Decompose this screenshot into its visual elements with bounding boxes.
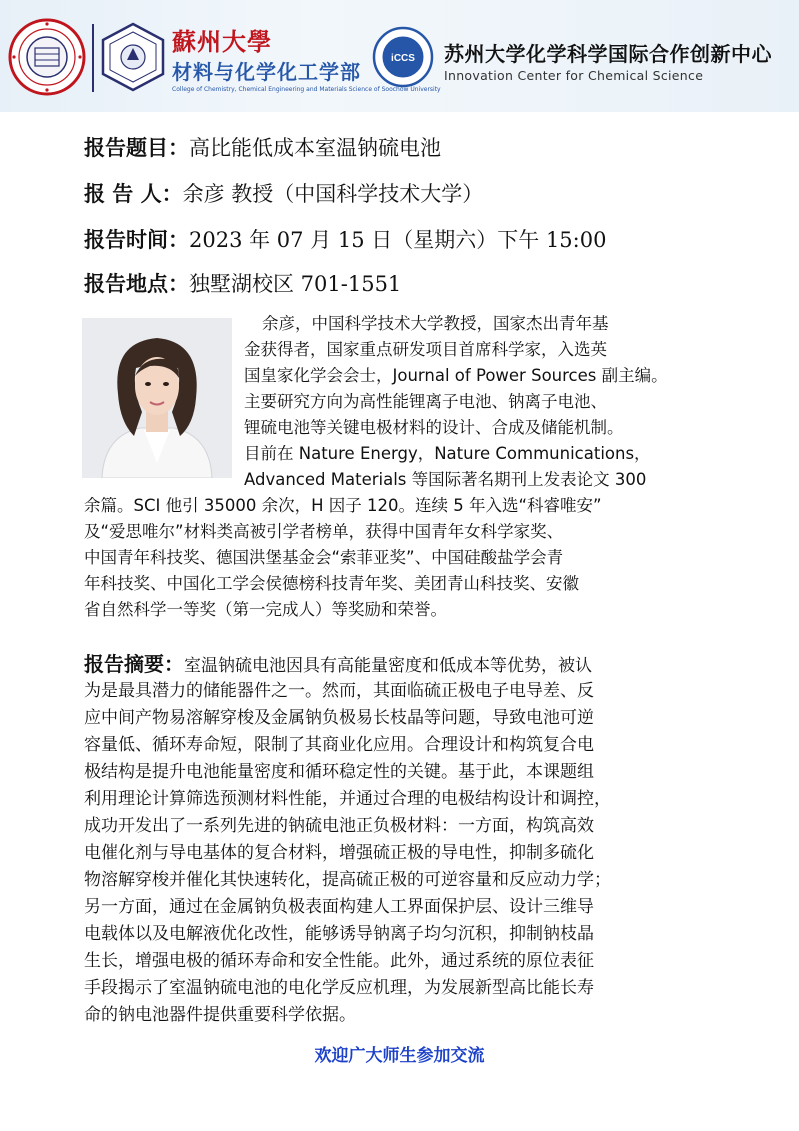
bio-line: 国皇家化学会会士，Journal of Power Sources 副主编。 xyxy=(244,366,668,385)
iccs-logo-text: iCCS xyxy=(391,53,415,64)
abstract-line: 成功开发出了一系列先进的钠硫电池正负极材料：一方面，构筑高效 xyxy=(84,816,594,836)
abstract-line: 为是最具潜力的储能器件之一。然而，其面临硫正极电子电导差、反 xyxy=(84,681,594,701)
place-value: 独墅湖校区 701-1551 xyxy=(189,272,402,296)
center-name-english: Innovation Center for Chemical Science xyxy=(444,68,704,83)
abstract-line: 命的钠电池器件提供重要科学依据。 xyxy=(84,1005,356,1025)
bio-line: 余篇。SCI 他引 35000 余次，H 因子 120。连续 5 年入选“科睿唯安” xyxy=(84,496,602,515)
report-title-row xyxy=(84,132,441,162)
time-value: 2023 年 07 月 15 日（星期六）下午 15:00 xyxy=(189,228,607,252)
welcome-message: 欢迎广大师生参加交流 xyxy=(314,1046,485,1066)
abstract-line: 电载体以及电解液优化改性，能够诱导钠离子均匀沉积，抑制钠枝晶 xyxy=(84,924,594,944)
bio-line: 年科技奖、中国化工学会侯德榜科技青年奖、美团青山科技奖、安徽 xyxy=(84,574,579,593)
speaker-value: 余彦 教授（中国科学技术大学） xyxy=(182,182,484,206)
bio-line: 金获得者，国家重点研发项目首席科学家，入选英 xyxy=(244,340,607,359)
abstract-line: 应中间产物易溶解穿梭及金属钠负极易长枝晶等问题，导致电池可逆 xyxy=(84,708,594,728)
bio-line: 中国青年科技奖、德国洪堡基金会“索菲亚奖”、中国硅酸盐学会青 xyxy=(84,548,564,567)
report-title-label: 报告题目： xyxy=(84,136,189,160)
abstract-line: 物溶解穿梭并催化其快速转化，提高硫正极的可逆容量和反应动力学； xyxy=(84,870,611,890)
speaker-row xyxy=(84,178,483,208)
abstract-line: 室温钠硫电池因具有高能量密度和低成本等优势，被认 xyxy=(184,656,592,676)
department-name-english: College of Chemistry, Chemical Engineering and Materials Science of Soochow University xyxy=(172,86,441,93)
college-seal-logo xyxy=(98,22,168,92)
abstract-line: 容量低、循环寿命短，限制了其商业化应用。合理设计和构筑复合电 xyxy=(84,735,594,755)
bio-line: 主要研究方向为高性能锂离子电池、钠离子电池、 xyxy=(244,392,607,411)
bio-line: 锂硫电池等关键电极材料的设计、合成及储能机制。 xyxy=(244,418,624,437)
abstract-line: 手段揭示了室温钠硫电池的电化学反应机理，为发展新型高比能长寿 xyxy=(84,978,594,998)
abstract-label: 报告摘要： xyxy=(84,652,184,676)
speaker-portrait-photo xyxy=(82,318,232,478)
abstract-line: 极结构是提升电池能量密度和循环稳定性的关键。基于此，本课题组 xyxy=(84,762,594,782)
report-title-value: 高比能低成本室温钠硫电池 xyxy=(189,136,441,160)
abstract-first-line xyxy=(84,648,592,677)
bio-line: 省自然科学一等奖（第一完成人）等奖励和荣誉。 xyxy=(84,600,447,619)
place-row xyxy=(84,268,401,298)
header-separator xyxy=(92,24,94,92)
time-label: 报告时间： xyxy=(84,228,189,252)
abstract-line: 生长，增强电极的循环寿命和安全性能。此外，通过系统的原位表征 xyxy=(84,951,594,971)
department-name: 材料与化学化工学部 xyxy=(172,60,361,84)
abstract-line: 电催化剂与导电基体的复合材料，增强硫正极的导电性，抑制多硫化 xyxy=(84,843,594,863)
abstract-line: 利用理论计算筛选预测材料性能，并通过合理的电极结构设计和调控， xyxy=(84,789,611,809)
bio-line: 余彦，中国科学技术大学教授，国家杰出青年基 xyxy=(262,314,609,333)
abstract-line: 另一方面，通过在金属钠负极表面构建人工界面保护层、设计三维导 xyxy=(84,897,594,917)
bio-line: 及“爱思唯尔”材料类高被引学者榜单，获得中国青年女科学家奖、 xyxy=(84,522,564,541)
bio-line: Advanced Materials 等国际著名期刊上发表论文 300 xyxy=(244,470,647,489)
center-name: 苏州大学化学科学国际合作创新中心 xyxy=(444,42,772,66)
time-row xyxy=(84,224,606,254)
speaker-label: 报 告 人： xyxy=(84,182,183,206)
soochow-university-seal-logo xyxy=(8,18,86,96)
school-name-calligraphy: 蘇州大學 xyxy=(172,27,272,56)
place-label: 报告地点： xyxy=(84,272,189,296)
iccs-logo xyxy=(372,26,434,88)
bio-line: 目前在 Nature Energy，Nature Communications， xyxy=(244,444,651,463)
